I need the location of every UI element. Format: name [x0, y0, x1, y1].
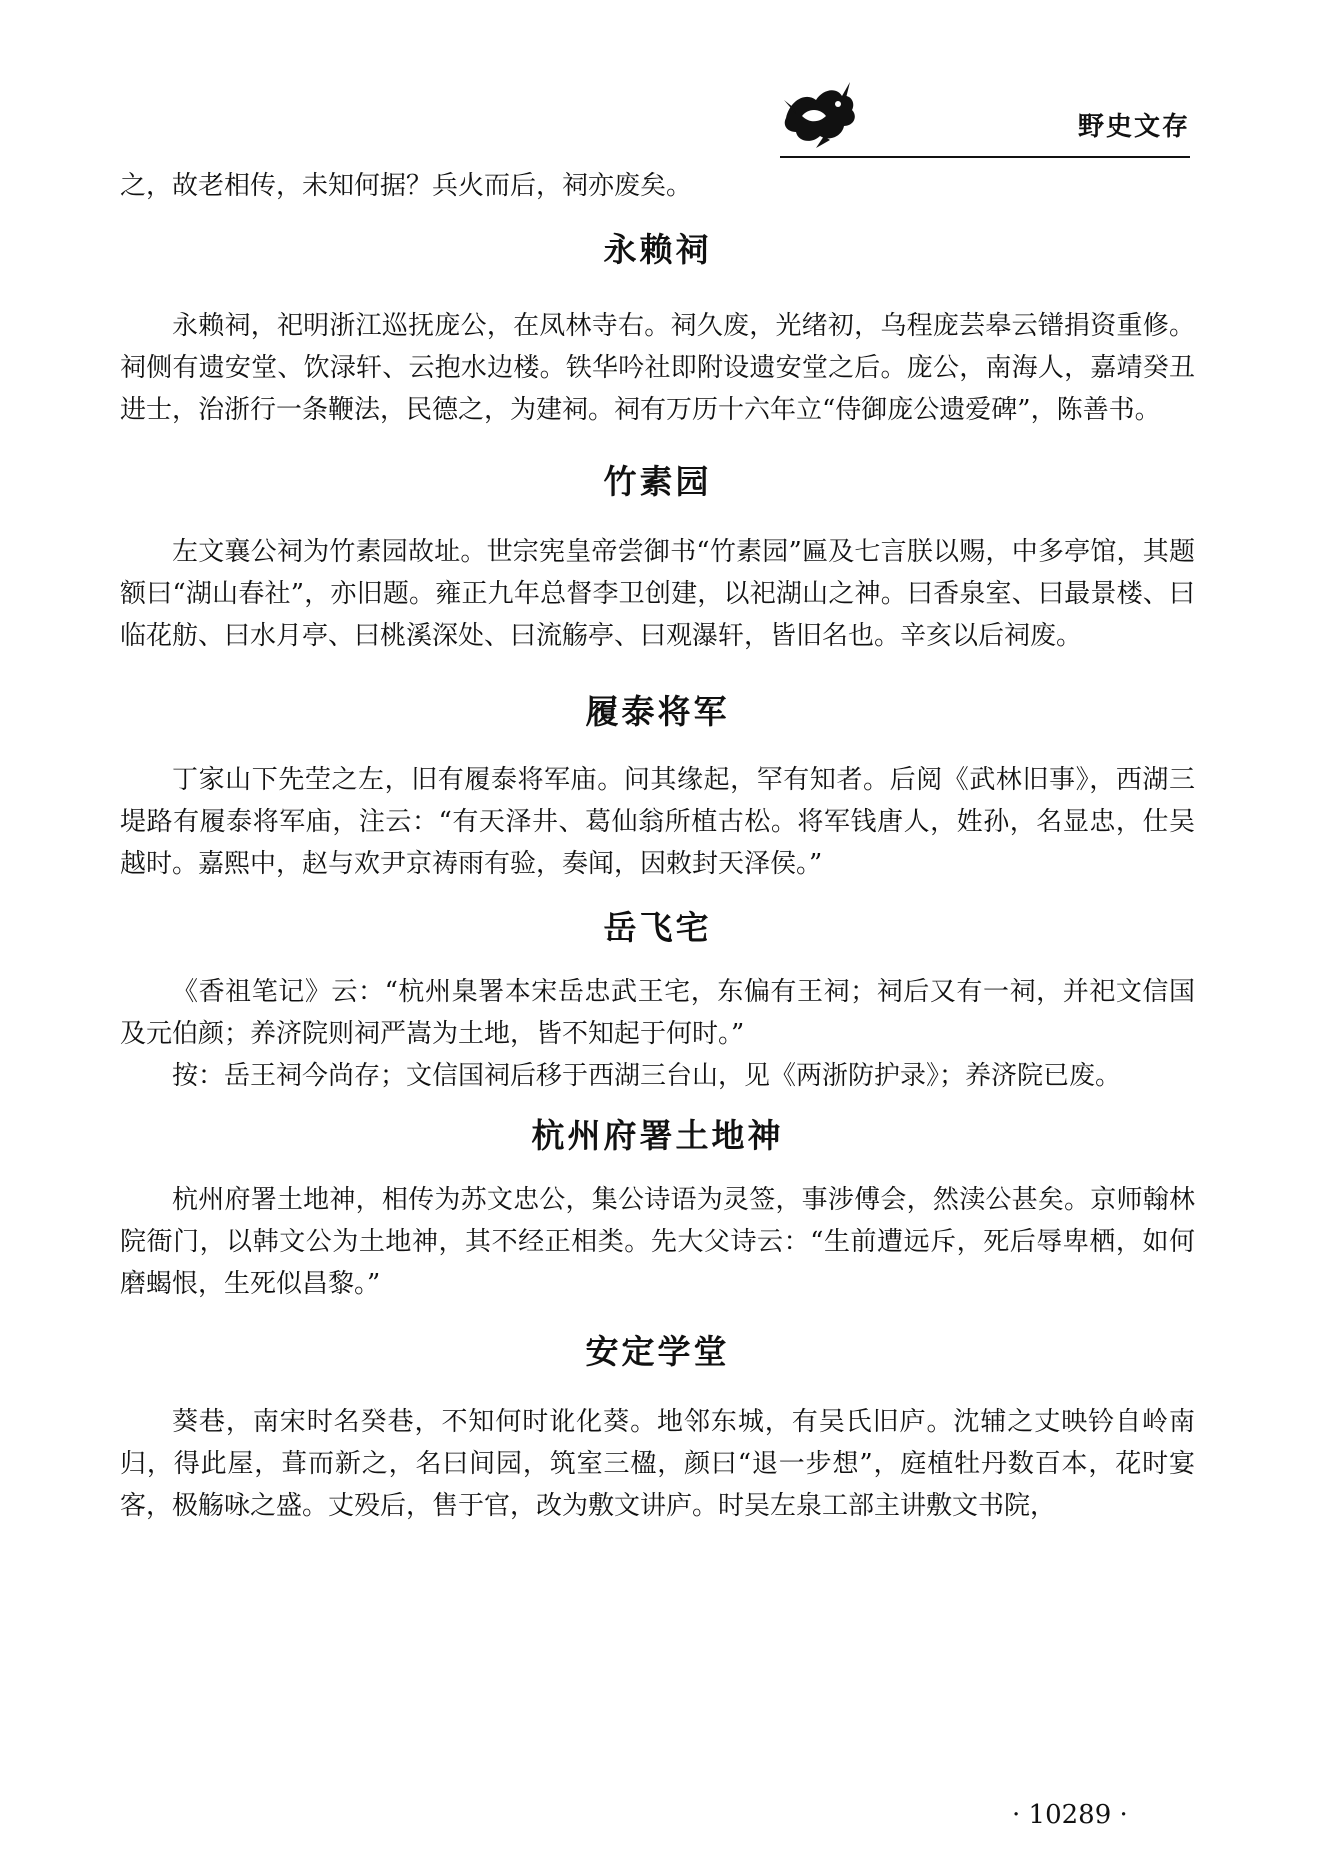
section-paragraph: 葵巷，南宋时名癸巷，不知何时讹化葵。地邻东城，有吴氏旧庐。沈辅之丈映钤自岭南归，得此屋，葺而新之，名曰间园，筑室三楹，颜曰“退一步想”，庭植牡丹数百本，花时宴客，极觞咏之盛。丈殁后，售于官，改为敷文讲庐。时吴左泉工部主讲敷文书院， — [120, 1407, 1195, 1521]
section-title: 岳飞宅 — [603, 908, 712, 947]
section-paragraph: 杭州府署土地神，相传为苏文忠公，集公诗语为灵签，事涉傅会，然渎公甚矣。京师翰林院衙门，以韩文公为土地神，其不经正相类。先大父诗云：“生前遭远斥，死后辱卑栖，如何磨蝎恨，生死似昌黎。” — [120, 1185, 1195, 1299]
section-paragraph: 丁家山下先茔之左，旧有履泰将军庙。问其缘起，罕有知者。后阅《武林旧事》，西湖三堤路有履泰将军庙，注云：“有天泽井、葛仙翁所植古松。将军钱唐人，姓孙，名显忠，仕吴越时。嘉熙中，赵与欢尹京祷雨有验，奏闻，因敕封天泽侯。” — [120, 765, 1195, 879]
section-title: 安定学堂 — [585, 1332, 730, 1371]
section-title: 永赖祠 — [603, 230, 712, 269]
page-number: · 10289 · — [1012, 1800, 1128, 1830]
section-title: 履泰将军 — [585, 692, 730, 731]
header-rule — [780, 156, 1190, 158]
section-title: 杭州府署土地神 — [531, 1116, 784, 1155]
series-title: 野史文存 — [1077, 112, 1190, 142]
section-paragraph: 按：岳王祠今尚存；文信国祠后移于西湖三台山，见《两浙防护录》；养济院已废。 — [172, 1061, 1122, 1091]
section-title: 竹素园 — [603, 462, 712, 501]
main-text — [120, 165, 1195, 1527]
dragon-icon — [780, 78, 860, 150]
intro-line: 之，故老相传，未知何据？兵火而后，祠亦废矣。 — [120, 171, 693, 201]
section-paragraph: 《香祖笔记》云：“杭州臬署本宋岳忠武王宅，东偏有王祠；祠后又有一祠，并祀文信国及元伯颜；养济院则祠严嵩为土地，皆不知起于何时。” — [120, 977, 1195, 1049]
running-header — [780, 78, 1190, 158]
section-paragraph: 左文襄公祠为竹素园故址。世宗宪皇帝尝御书“竹素园”匾及七言朕以赐，中多亭馆，其题额曰“湖山春社”，亦旧题。雍正九年总督李卫创建，以祀湖山之神。曰香泉室、曰最景楼、曰临花舫、曰水月亭、曰桃溪深处、曰流觞亭、曰观瀑轩，皆旧名也。辛亥以后祠废。 — [120, 537, 1195, 651]
section-paragraph: 永赖祠，祀明浙江巡抚庞公，在凤林寺右。祠久废，光绪初，乌程庞芸皋云镨捐资重修。祠侧有遗安堂、饮渌轩、云抱水边楼。铁华吟社即附设遗安堂之后。庞公，南海人，嘉靖癸丑进士，治浙行一条鞭法，民德之，为建祠。祠有万历十六年立“侍御庞公遗爱碑”，陈善书。 — [120, 311, 1195, 425]
